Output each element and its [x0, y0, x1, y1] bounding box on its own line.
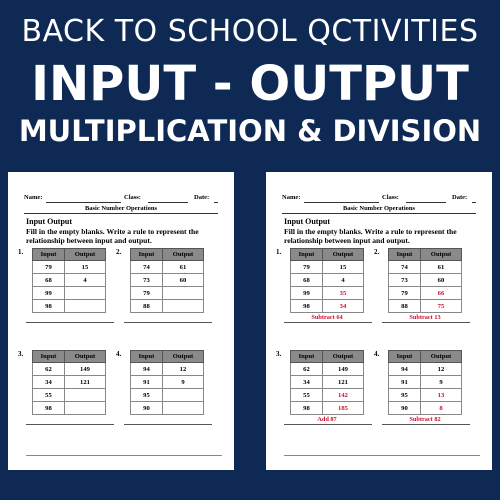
io-table — [32, 248, 106, 313]
output-cell[interactable] — [64, 300, 105, 313]
output-cell: 60 — [420, 274, 461, 287]
table-row — [291, 389, 364, 402]
instructions: Fill in the empty blanks. Write a rule to represent the relationship between input and output. — [284, 227, 457, 245]
rule-line[interactable] — [26, 322, 114, 323]
table-row — [33, 261, 106, 274]
input-cell: 34 — [33, 376, 65, 389]
table-row — [389, 376, 462, 389]
input-header: Input — [33, 249, 65, 261]
table-row — [389, 363, 462, 376]
input-cell: 73 — [131, 274, 163, 287]
io-table — [130, 248, 204, 313]
table-row — [131, 261, 204, 274]
date-label: Date: — [194, 194, 210, 201]
table-row — [33, 300, 106, 313]
input-header: Input — [131, 249, 163, 261]
output-header: Output — [322, 249, 363, 261]
problem-4 — [116, 350, 220, 415]
topic-heading: Basic Number Operations — [282, 205, 476, 214]
table-row — [33, 274, 106, 287]
table-row — [131, 402, 204, 415]
problem-2 — [116, 248, 220, 313]
output-cell: 66 — [420, 287, 461, 300]
input-cell: 62 — [291, 363, 323, 376]
output-cell: 185 — [322, 402, 363, 415]
input-cell: 79 — [389, 287, 421, 300]
io-table — [290, 248, 364, 313]
problem-number: 1. — [276, 248, 282, 256]
input-cell: 98 — [291, 402, 323, 415]
output-header: Output — [420, 249, 461, 261]
footer-line — [26, 455, 222, 456]
table-row — [33, 363, 106, 376]
input-cell: 68 — [291, 274, 323, 287]
input-cell: 88 — [389, 300, 421, 313]
output-cell: 13 — [420, 389, 461, 402]
output-cell: 142 — [322, 389, 363, 402]
table-row — [291, 300, 364, 313]
problem-number: 2. — [116, 248, 122, 256]
table-row — [389, 389, 462, 402]
rule-answer: Subtract 13 — [409, 314, 441, 321]
table-row — [389, 402, 462, 415]
class-label: Class: — [124, 194, 141, 201]
section-title: Input Output — [284, 217, 331, 226]
table-row — [389, 261, 462, 274]
table-row — [33, 389, 106, 402]
table-row — [33, 402, 106, 415]
io-table — [388, 350, 462, 415]
table-row — [291, 402, 364, 415]
output-cell: 4 — [64, 274, 105, 287]
input-cell: 90 — [131, 402, 163, 415]
table-row — [389, 287, 462, 300]
input-cell: 73 — [389, 274, 421, 287]
output-cell: 61 — [162, 261, 203, 274]
input-cell: 95 — [389, 389, 421, 402]
problem-number: 3. — [18, 350, 24, 358]
rule-line — [284, 424, 372, 425]
instructions: Fill in the empty blanks. Write a rule to represent the relationship between input and output. — [26, 227, 199, 245]
output-cell[interactable] — [64, 389, 105, 402]
input-cell: 95 — [131, 389, 163, 402]
output-cell: 9 — [162, 376, 203, 389]
input-cell: 99 — [33, 287, 65, 300]
title-line-2: INPUT - OUTPUT — [31, 56, 469, 112]
section-title: Input Output — [26, 217, 73, 226]
output-header: Output — [322, 351, 363, 363]
output-cell: 9 — [420, 376, 461, 389]
date-label: Date: — [452, 194, 468, 201]
table-row — [291, 376, 364, 389]
input-cell: 94 — [131, 363, 163, 376]
problem-3 — [18, 350, 122, 415]
output-header: Output — [420, 351, 461, 363]
output-cell: 15 — [322, 261, 363, 274]
input-header: Input — [291, 351, 323, 363]
table-row — [389, 300, 462, 313]
problem-number: 3. — [276, 350, 282, 358]
worksheet-page — [8, 172, 234, 470]
output-cell[interactable] — [162, 402, 203, 415]
output-cell: 8 — [420, 402, 461, 415]
output-cell: 34 — [322, 300, 363, 313]
table-row — [131, 287, 204, 300]
table-row — [291, 287, 364, 300]
output-cell[interactable] — [162, 287, 203, 300]
output-cell: 121 — [322, 376, 363, 389]
problem-number: 1. — [18, 248, 24, 256]
output-cell: 35 — [322, 287, 363, 300]
rule-answer: Subtract 64 — [311, 314, 343, 321]
rule-line — [284, 322, 372, 323]
input-cell: 55 — [33, 389, 65, 402]
output-header: Output — [64, 351, 105, 363]
footer-line — [284, 455, 480, 456]
io-table — [32, 350, 106, 415]
input-cell: 90 — [389, 402, 421, 415]
rule-line[interactable] — [124, 322, 212, 323]
input-header: Input — [33, 351, 65, 363]
input-header: Input — [389, 351, 421, 363]
blank-line — [214, 202, 218, 203]
table-row — [131, 389, 204, 402]
blank-line — [304, 202, 379, 203]
input-cell: 94 — [389, 363, 421, 376]
input-cell: 79 — [131, 287, 163, 300]
output-header: Output — [162, 351, 203, 363]
input-cell: 99 — [291, 287, 323, 300]
io-table — [130, 350, 204, 415]
header-fields — [282, 194, 476, 204]
rule-line[interactable] — [26, 424, 114, 425]
blank-line — [148, 202, 188, 203]
input-cell: 91 — [389, 376, 421, 389]
output-cell: 121 — [64, 376, 105, 389]
input-cell: 74 — [389, 261, 421, 274]
table-row — [33, 376, 106, 389]
input-cell: 88 — [131, 300, 163, 313]
table-row — [389, 274, 462, 287]
input-cell: 62 — [33, 363, 65, 376]
problem-1 — [276, 248, 380, 321]
problem-2 — [374, 248, 478, 321]
output-cell: 12 — [162, 363, 203, 376]
table-row — [131, 376, 204, 389]
problem-3 — [276, 350, 380, 423]
output-cell[interactable] — [64, 402, 105, 415]
header-fields — [24, 194, 218, 204]
table-row — [291, 261, 364, 274]
input-header: Input — [389, 249, 421, 261]
table-row — [131, 363, 204, 376]
table-row — [291, 363, 364, 376]
table-row — [131, 274, 204, 287]
input-cell: 98 — [33, 402, 65, 415]
input-cell: 98 — [33, 300, 65, 313]
output-cell[interactable] — [162, 300, 203, 313]
input-header: Input — [131, 351, 163, 363]
problem-4 — [374, 350, 478, 423]
output-cell: 149 — [322, 363, 363, 376]
title-line-1: BACK TO SCHOOL QCTIVITIES — [21, 14, 479, 49]
class-label: Class: — [382, 194, 399, 201]
blank-line — [46, 202, 121, 203]
rule-answer: Subtract 82 — [409, 416, 441, 423]
output-header: Output — [162, 249, 203, 261]
input-cell: 68 — [33, 274, 65, 287]
input-cell: 91 — [131, 376, 163, 389]
input-cell: 74 — [131, 261, 163, 274]
output-cell: 60 — [162, 274, 203, 287]
output-cell: 4 — [322, 274, 363, 287]
input-cell: 55 — [291, 389, 323, 402]
problem-number: 4. — [116, 350, 122, 358]
output-header: Output — [64, 249, 105, 261]
answer-key-page — [266, 172, 492, 470]
io-table — [388, 248, 462, 313]
problem-number: 4. — [374, 350, 380, 358]
output-cell: 149 — [64, 363, 105, 376]
output-cell: 75 — [420, 300, 461, 313]
rule-line — [382, 424, 470, 425]
blank-line — [406, 202, 446, 203]
rule-answer: Add 87 — [317, 416, 337, 423]
table-row — [291, 274, 364, 287]
input-cell: 79 — [291, 261, 323, 274]
problem-number: 2. — [374, 248, 380, 256]
name-label: Name: — [24, 194, 43, 201]
output-cell: 61 — [420, 261, 461, 274]
input-cell: 79 — [33, 261, 65, 274]
output-cell[interactable] — [64, 287, 105, 300]
input-cell: 98 — [291, 300, 323, 313]
rule-line — [382, 322, 470, 323]
output-cell[interactable] — [162, 389, 203, 402]
output-cell: 12 — [420, 363, 461, 376]
output-cell: 15 — [64, 261, 105, 274]
problem-1 — [18, 248, 122, 313]
table-row — [131, 300, 204, 313]
io-table — [290, 350, 364, 415]
input-cell: 34 — [291, 376, 323, 389]
name-label: Name: — [282, 194, 301, 201]
blank-line — [472, 202, 476, 203]
rule-line[interactable] — [124, 424, 212, 425]
input-header: Input — [291, 249, 323, 261]
title-line-3: MULTIPLICATION & DIVISION — [18, 114, 482, 148]
topic-heading: Basic Number Operations — [24, 205, 218, 214]
table-row — [33, 287, 106, 300]
